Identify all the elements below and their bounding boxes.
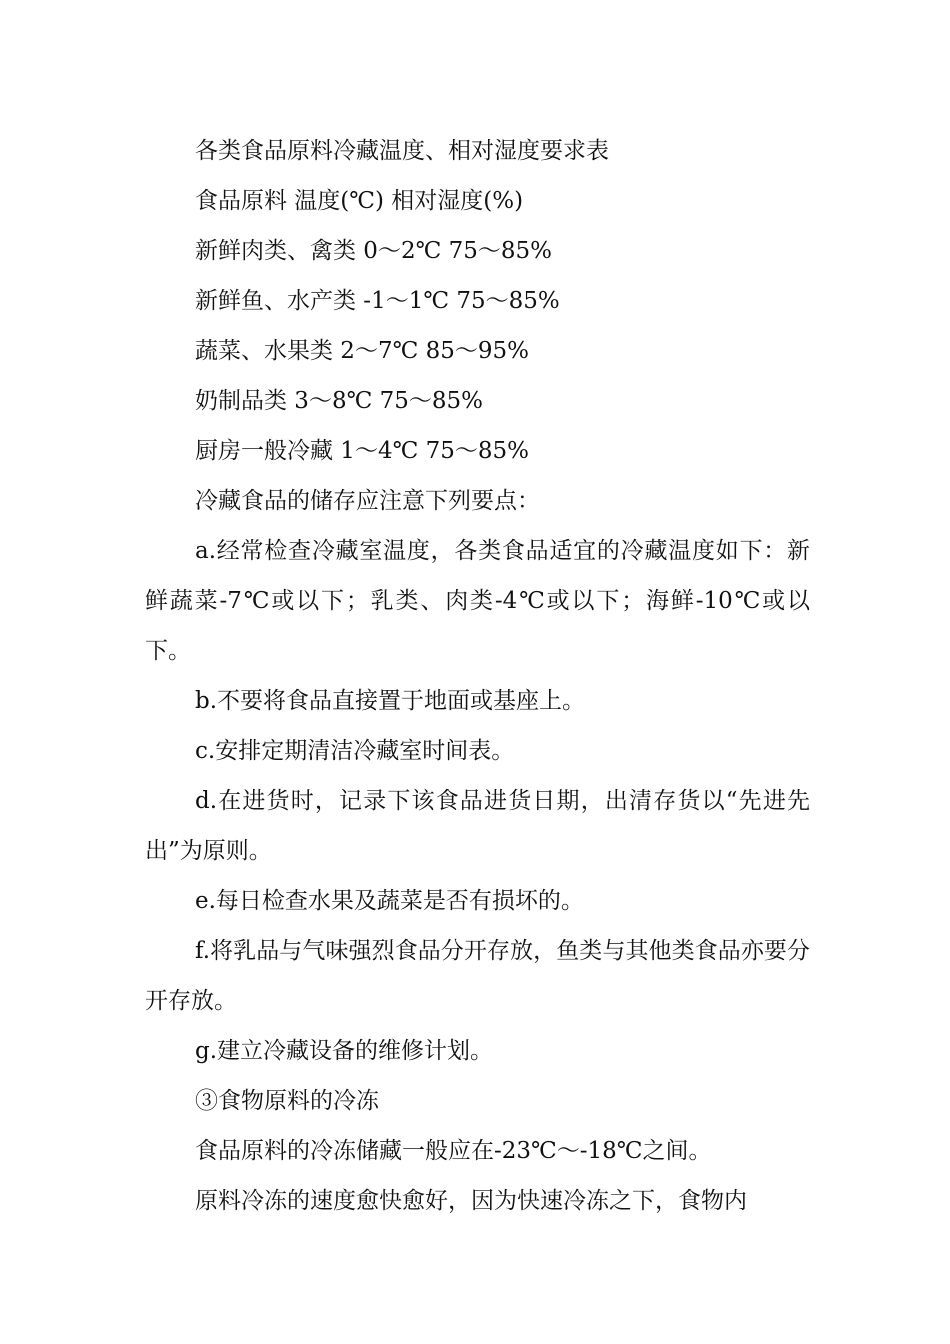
table-header-row: 食品原料 温度(℃) 相对湿度(%) <box>195 188 524 214</box>
freezing-temperature-paragraph: 食品原料的冷冻储藏一般应在-23℃～-18℃之间。 <box>195 1138 712 1164</box>
table-row-fish-seafood: 新鲜鱼、水产类 -1～1℃ 75～85% <box>195 288 560 314</box>
storage-points-intro: 冷藏食品的储存应注意下列要点： <box>195 488 540 514</box>
table-row-dairy: 奶制品类 3～8℃ 75～85% <box>195 388 484 414</box>
point-a: a.经常检查冷藏室温度，各类食品适宜的冷藏温度如下：新鲜蔬菜-7℃或以下；乳类、肉类-4℃或以下；海鲜-10℃或以下。 <box>145 538 810 664</box>
point-b: b.不要将食品直接置于地面或基座上。 <box>195 688 586 714</box>
freezing-speed-paragraph: 原料冷冻的速度愈快愈好，因为快速冷冻之下，食物内 <box>195 1188 747 1214</box>
table-row-kitchen-general: 厨房一般冷藏 1～4℃ 75～85% <box>195 438 530 464</box>
point-f: f.将乳品与气味强烈食品分开存放，鱼类与其他类食品亦要分开存放。 <box>145 938 810 1014</box>
table-row-vegetables-fruit: 蔬菜、水果类 2～7℃ 85～95% <box>195 338 530 364</box>
point-e: e.每日检查水果及蔬菜是否有损坏的。 <box>195 888 584 914</box>
section-heading-freezing: ③食物原料的冷冻 <box>195 1088 379 1114</box>
table-row-meat-poultry: 新鲜肉类、禽类 0～2℃ 75～85% <box>195 238 553 264</box>
table-title: 各类食品原料冷藏温度、相对湿度要求表 <box>195 138 609 164</box>
point-d: d.在进货时，记录下该食品进货日期，出清存货以“先进先出”为原则。 <box>145 788 810 864</box>
point-g: g.建立冷藏设备的维修计划。 <box>195 1038 494 1064</box>
document-body <box>145 126 810 1226</box>
point-c: c.安排定期清洁冷藏室时间表。 <box>195 738 515 764</box>
